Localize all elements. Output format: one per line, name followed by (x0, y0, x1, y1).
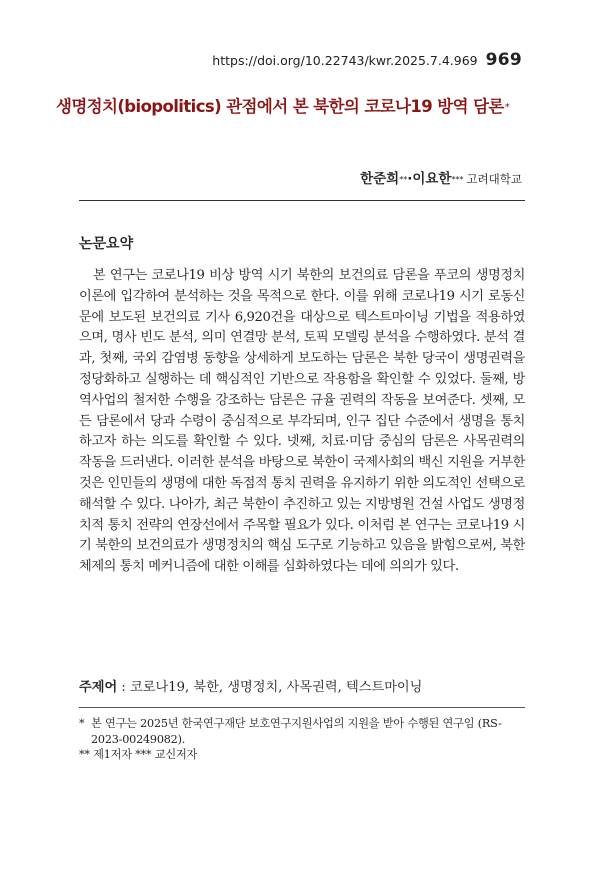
paper-title-text: 생명정치(biopolitics) 관점에서 본 북한의 코로나19 방역 담론 (56, 97, 504, 116)
author-separator: · (407, 171, 413, 187)
footnote-item (79, 716, 529, 747)
author-2-mark: *** (451, 175, 464, 184)
keywords-label: 주제어 (79, 680, 118, 695)
author-2: 이요한 (412, 171, 452, 187)
header-divider (79, 200, 525, 201)
page-number: 969 (485, 50, 522, 70)
footnotes (79, 716, 529, 763)
paper-title (56, 93, 540, 117)
running-header (212, 50, 522, 70)
keywords (79, 676, 525, 695)
keywords-separator: : (117, 680, 131, 695)
footnote-item (79, 747, 529, 763)
doi-link[interactable]: https://doi.org/10.22743/kwr.2025.7.4.969 (212, 53, 478, 68)
footnote-mark: * (79, 717, 85, 730)
abstract-body: 본 연구는 코로나19 비상 방역 시기 북한의 보건의료 담론을 푸코의 생명정치 이론에 입각하여 분석하는 것을 목적으로 한다. 이를 위해 코로나19 시기 로동신문에 보도된 보건의료 기사 6,920건을 대상으로 텍스트마이닝 기법을 적용하였으며, 명사 빈도 분석, 의미 연결망 분석, 토픽 모델링 분석을 수행하였다. 분석 결과, 첫째, 국외 감염병 동향을 상세하게 보도하는 담론은 북한 당국이 생명권력을 정당화하고 실행하는 데 핵심적인 기반으로 작용함을 확인할 수 있었다. 둘째, 방역사업의 철저한 수행을 강조하는 담론은 규율 권력의 작동을 보여준다. 셋째, 모든 담론에서 당과 수령이 중심적으로 부각되며, 인구 집단 수준에서 생명을 통치하고자 하는 의도를 확인할 수 있다. 넷째, 치료·미담 중심의 담론은 사목권력의 작동을 드러낸다. 이러한 분석을 바탕으로 북한이 국제사회의 백신 지원을 거부한 것은 인민들의 생명에 대한 독점적 통치 권력을 유지하기 위한 의도적인 선택으로 해석할 수 있다. 나아가, 최근 북한이 추진하고 있는 지방병원 건설 사업도 생명정치적 통치 전략의 연장선에서 주목할 필요가 있다. 이처럼 본 연구는 코로나19 시기 북한의 보건의료가 생명정치의 핵심 도구로 기능하고 있음을 밝힘으로써, 북한 체제의 통치 메커니즘에 대한 이해를 심화하였다는 데에 의의가 있다. (79, 268, 525, 575)
footnote-divider (79, 707, 525, 708)
footnote-text: 본 연구는 2025년 한국연구재단 보호연구지원사업의 지원을 받아 수행된 연구임 (RS-2023-00249082). (91, 717, 502, 746)
affiliation: 고려대학교 (466, 172, 522, 186)
title-footnote-mark[interactable]: * (504, 102, 510, 113)
author-line (360, 167, 522, 187)
abstract-heading: 논문요약 (79, 236, 134, 252)
keywords-text: 코로나19, 북한, 생명정치, 사목권력, 텍스트마이닝 (130, 680, 423, 695)
footnote-text: ** 제1저자 *** 교신저자 (79, 748, 198, 761)
author-1-mark: ** (399, 175, 408, 184)
author-1: 한준희 (360, 171, 400, 187)
